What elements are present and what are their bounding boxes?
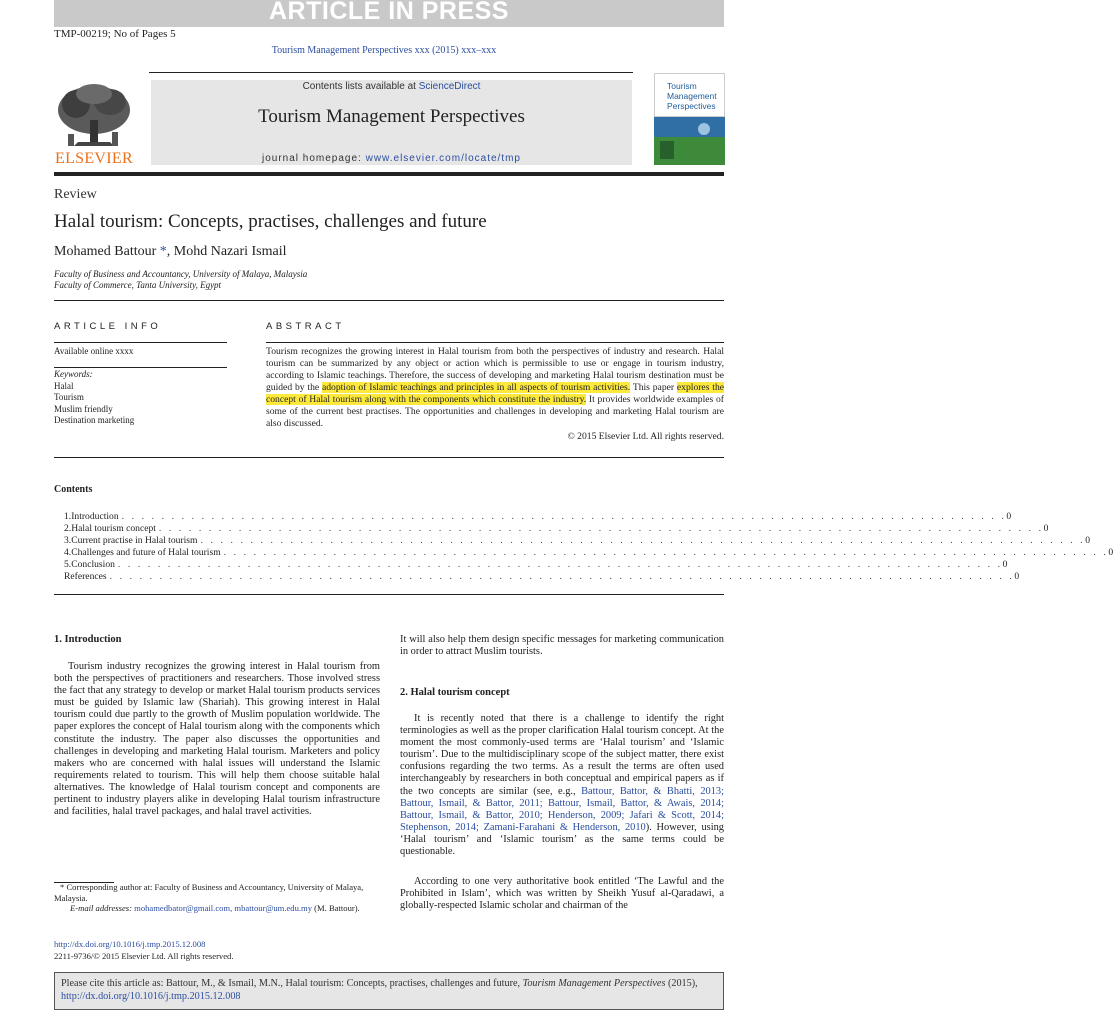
toc-entry[interactable] [64, 535, 1091, 547]
toc-entry[interactable] [64, 523, 1049, 535]
citation-year: (2015), [665, 978, 698, 989]
header-thick-rule [54, 172, 724, 176]
highlighted-text: explores the concept of Halal tourism along with the components which constitute the industry. [266, 382, 724, 405]
abstract-part: It provides worldwide examples of some of the current best practises. The opportunities and challenges in developing and marketing Halal tourism are also discussed. [266, 394, 724, 429]
abstract-heading: ABSTRACT [266, 321, 345, 332]
article-info-heading: ARTICLE INFO [54, 321, 162, 332]
email-links[interactable]: mohamedbator@gmail.com, mbattour@um.edu.my [134, 903, 313, 913]
cover-title-line: Tourism [667, 81, 697, 91]
elsevier-wordmark: ELSEVIER [55, 150, 133, 167]
citation-links[interactable]: Battour, Battor, & Bhatti, 2013; Battour, Ismail, & Battor, 2011; Battour, Ismail, Battor, & Awais, 2014; Battour, Ismail, & Battor, 2010; Henderson, 2009; Jafari & Scott, 2014; Stephenson, 2014; Zamani-Farahani & Henderson, 2010 [400, 785, 724, 833]
toc-page: 0 [1002, 559, 1008, 570]
divider [54, 367, 227, 368]
corresponding-author-link[interactable]: * [159, 244, 167, 259]
toc-title: References [64, 571, 110, 583]
toc-leader: . . . . . . . . . . . . . . . . . . . . . . . . . . . . . . . . . . . . . . . . . . . . . . . . . . . . . . . . . . . . . . . . . . . . . . . . . . . . . . . . . . . . . . . . . [223, 547, 1109, 558]
article-id: TMP-00219; No of Pages 5 [54, 28, 176, 40]
keyword: Destination marketing [54, 415, 135, 425]
toc-title: Current practise in Halal tourism [71, 535, 200, 547]
toc-leader: . . . . . . . . . . . . . . . . . . . . . . . . . . . . . . . . . . . . . . . . . . . . . . . . . . . . . . . . . . . . . . . . . . . . . . . . . . . . . . . . . . . . . . . . . [158, 523, 1044, 534]
sciencedirect-link[interactable]: ScienceDirect [418, 81, 481, 92]
section-heading-halal-concept: 2. Halal tourism concept [400, 687, 510, 698]
toc-title: Halal tourism concept [71, 523, 159, 535]
divider [54, 457, 724, 458]
toc-title: Conclusion [71, 559, 118, 571]
toc-number: 5. [64, 559, 72, 570]
corresponding-author-note: * Corresponding author at: Faculty of Business and Accountancy, University of Malaya, Malaysia. [54, 882, 364, 903]
author-name: , Mohd Nazari Ismail [166, 244, 287, 259]
header-top-rule [149, 72, 633, 73]
available-online: Available online xxxx [54, 346, 134, 356]
email-label: E-mail addresses: [70, 903, 135, 913]
toc-number: 4. [64, 547, 72, 558]
email-tail: (M. Battour). [312, 903, 360, 913]
journal-reference: Tourism Management Perspectives xxx (2015) xxx–xxx [271, 45, 497, 56]
toc-number: 1. [64, 511, 72, 522]
article-title: Halal tourism: Concepts, practises, challenges and future [54, 211, 487, 232]
abstract-copyright: © 2015 Elsevier Ltd. All rights reserved. [567, 431, 724, 442]
toc-leader: . . . . . . . . . . . . . . . . . . . . . . . . . . . . . . . . . . . . . . . . . . . . . . . . . . . . . . . . . . . . . . . . . . . . . . . . . . . . . . . . . . . . . . . . . [117, 559, 1003, 570]
abstract-part: Tourism recognizes the growing interest in Halal tourism from both the perspectives of industry and research. Halal tourism can be summarized by any object or action which is permissible to use or engage in tourism industry, according to Islamic teachings. Therefore, the success of developing and marketing Halal tourism destination must be guided by the [266, 346, 724, 393]
toc-leader: . . . . . . . . . . . . . . . . . . . . . . . . . . . . . . . . . . . . . . . . . . . . . . . . . . . . . . . . . . . . . . . . . . . . . . . . . . . . . . . . . . . . . . . . . [121, 511, 1007, 522]
banner-text: ARTICLE IN PRESS [269, 0, 509, 25]
keywords-label: Keywords: [54, 369, 93, 379]
toc-page: 0 [1006, 511, 1012, 522]
divider [54, 342, 227, 343]
keyword: Halal [54, 380, 74, 391]
introduction-paragraph: Tourism industry recognizes the growing interest in Halal tourism from both the perspectives of practitioners and researchers. Those involved stress the fact that any strategy to develop or market Halal tourism products services must be guided by Islamic law (Shariah). This growing interest in Halal tourism could due partly to the growth of Muslim population worldwide. The paper explores the concept of Halal tourism along with the components which constitute the industry. The paper also discusses the opportunities and challenges in developing and marketing Halal tourism. Marketers and policy makers who are concerned with halal issues will understand the Islamic requirements related to tourism. This will help them choose suitable halal alternatives. The knowledge of Halal tourism concept and components are pertinent to industry players alike in developing Halal tourism infrastructure and facilities, halal travel packages, and halal travel activities. [54, 661, 380, 818]
divider [54, 594, 724, 595]
toc-entry[interactable] [64, 511, 1012, 523]
concept-paragraph [400, 713, 724, 858]
continued-paragraph: It will also help them design specific messages for marketing communication in order to attract Muslim tourists. [400, 634, 724, 658]
contents-available-line [151, 80, 632, 94]
cover-title-area [654, 73, 725, 117]
keyword: Tourism [54, 392, 84, 402]
article-type: Review [54, 187, 97, 202]
concept-paragraph: According to one very authoritative book entitled ‘The Lawful and the Prohibited in Islam’, which was written by Sheikh Yusuf al-Qaradawi, a globally-respected Islamic scholar and chairman of the [400, 876, 724, 912]
footnote [54, 882, 380, 914]
affiliation: Faculty of Commerce, Tanta University, Egypt [54, 280, 222, 290]
toc-number: 2. [64, 523, 72, 534]
toc-entry[interactable] [64, 559, 1008, 571]
section-heading-introduction: 1. Introduction [54, 634, 122, 645]
homepage-label: journal homepage: [261, 153, 366, 164]
toc-leader: . . . . . . . . . . . . . . . . . . . . . . . . . . . . . . . . . . . . . . . . . . . . . . . . . . . . . . . . . . . . . . . . . . . . . . . . . . . . . . . . . . . . . . . . . . . [109, 571, 1015, 582]
citation-box [54, 972, 724, 1010]
concept-text: ). However, using ‘Halal tourism’ and ‘Islamic tourism’ as the same terms could be questionable. [400, 821, 724, 858]
citation-text: Please cite this article as: Battour, M., & Ismail, M.N., Halal tourism: Concepts, practises, challenges and future, [61, 978, 523, 989]
author-list [54, 244, 287, 260]
toc-title: Introduction [71, 511, 121, 523]
divider [54, 300, 724, 301]
keyword: Muslim friendly [54, 403, 113, 414]
toc-leader: . . . . . . . . . . . . . . . . . . . . . . . . . . . . . . . . . . . . . . . . . . . . . . . . . . . . . . . . . . . . . . . . . . . . . . . . . . . . . . . . . . . . . . . . . [200, 535, 1086, 546]
issn-copyright: 2211-9736/© 2015 Elsevier Ltd. All rights reserved. [54, 951, 234, 961]
toc-page: 0 [1043, 523, 1049, 534]
article-in-press-banner [54, 0, 724, 27]
affiliation: Faculty of Business and Accountancy, University of Malaya, Malaysia [54, 269, 308, 279]
contents-heading: Contents [54, 484, 93, 495]
toc-entry[interactable] [64, 571, 1020, 583]
citation-journal: Tourism Management Perspectives [522, 978, 666, 989]
cover-image [654, 117, 725, 165]
highlighted-text: adoption of Islamic teachings and principles in all aspects of tourism activities. [321, 382, 631, 393]
toc-page: 0 [1108, 547, 1113, 558]
cover-title [667, 81, 717, 111]
abstract-part: This paper [630, 382, 677, 393]
journal-name: Tourism Management Perspectives [258, 106, 525, 127]
citation-doi-link[interactable]: http://dx.doi.org/10.1016/j.tmp.2015.12.008 [61, 991, 241, 1002]
journal-cover-thumbnail [654, 73, 725, 165]
keywords-block [54, 369, 134, 427]
concept-text: It is recently noted that there is a challenge to identify the right terminologies as well as the proper clarification Halal tourism concept. At the moment the most commonly-used terms are ‘Halal tourism’ and ‘Islamic tourism’. Due to the multidisciplinary scope of the subject matter, there exist confusions regarding the two terms. As a result the terms are often used interchangeably by researchers in both conceptual and empirical papers as if the two concepts are similar (see, e.g., [400, 713, 724, 797]
toc-title: Challenges and future of Halal tourism [71, 547, 223, 559]
abstract-text [266, 346, 724, 430]
author-name: Mohamed Battour [54, 244, 160, 259]
toc-entry[interactable] [64, 547, 1113, 559]
toc-page: 0 [1014, 571, 1020, 582]
divider [266, 342, 724, 343]
toc-number: 3. [64, 535, 72, 546]
contents-available-text: Contents lists available at [302, 81, 419, 92]
journal-homepage-line [151, 153, 632, 164]
doi-link[interactable]: http://dx.doi.org/10.1016/j.tmp.2015.12.008 [54, 939, 206, 949]
homepage-link[interactable]: www.elsevier.com/locate/tmp [365, 153, 521, 164]
email-line [54, 903, 380, 914]
journal-header-box [151, 80, 632, 165]
toc-page: 0 [1085, 535, 1091, 546]
cover-title-line: Perspectives [667, 101, 716, 111]
cover-title-line: Management [667, 91, 717, 101]
